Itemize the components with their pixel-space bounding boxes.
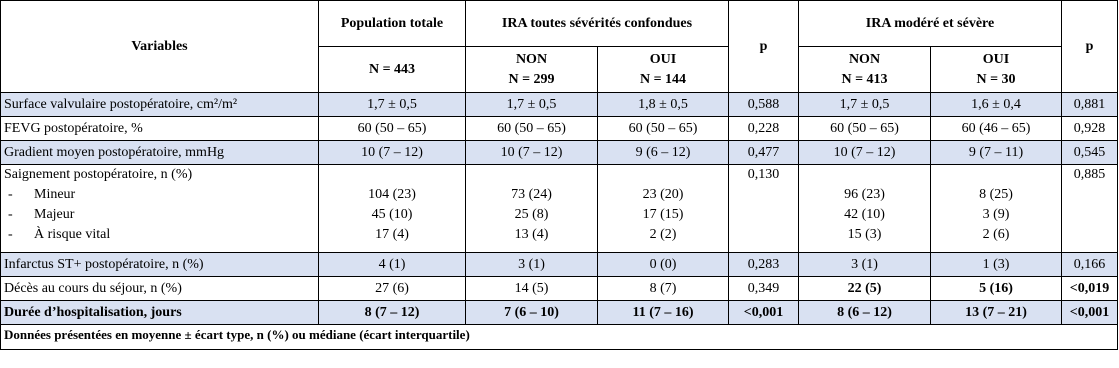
cell-total: 1,7 ± 0,5 [319, 93, 466, 117]
cell-all-oui: 0 (0) [598, 253, 729, 277]
saignement-all-oui: 23 (20) 17 (15) 2 (2) [598, 165, 729, 253]
header-ira-mod-non-label: NON [848, 51, 881, 67]
cell-p2: <0,001 [1062, 301, 1118, 325]
saignement-all-non: 73 (24) 25 (8) 13 (4) [466, 165, 598, 253]
cell-mod-oui: 1,6 ± 0,4 [931, 93, 1062, 117]
row-label: Gradient moyen postopératoire, mmHg [1, 141, 319, 165]
cell-all-non: 7 (6 – 10) [466, 301, 598, 325]
table-row [1, 253, 1118, 277]
cell-mod-non: 60 (50 – 65) [799, 117, 931, 141]
cell-total: 10 (7 – 12) [319, 141, 466, 165]
row-label: Durée d’hospitalisation, jours [1, 301, 319, 325]
table-footnote: Données présentées en moyenne ± écart type, n (%) ou médiane (écart interquartile) [1, 325, 1118, 350]
cell-p2: 0,928 [1062, 117, 1118, 141]
cell-all-non: 14 (5) [466, 277, 598, 301]
saignement-mod-non: 96 (23) 42 (10) 15 (3) [799, 165, 931, 253]
table-row-saignement [1, 165, 1118, 253]
cell-mod-non: 10 (7 – 12) [799, 141, 931, 165]
cell-mod-oui: 13 (7 – 21) [931, 301, 1062, 325]
header-ira-all-oui [598, 47, 729, 93]
header-p1: p [729, 1, 799, 93]
row-label: Infarctus ST+ postopératoire, n (%) [1, 253, 319, 277]
header-ira-mod-oui-n: N = 30 [976, 71, 1016, 87]
cell-all-oui: 60 (50 – 65) [598, 117, 729, 141]
header-p2: p [1062, 1, 1118, 93]
header-ira-mod-non-n: N = 413 [841, 71, 888, 87]
saignement-mod-oui: 8 (25) 3 (9) 2 (6) [931, 165, 1062, 253]
saignement-sub-item: - Majeur [8, 207, 75, 222]
cell-all-non: 10 (7 – 12) [466, 141, 598, 165]
cell-total: 27 (6) [319, 277, 466, 301]
header-population-totale: Population totale [319, 1, 466, 47]
cell-p1: 0,228 [729, 117, 799, 141]
cell-mod-oui: 60 (46 – 65) [931, 117, 1062, 141]
cell-all-non: 1,7 ± 0,5 [466, 93, 598, 117]
cell-mod-oui: 9 (7 – 11) [931, 141, 1062, 165]
header-variables: Variables [1, 1, 319, 93]
cell-total: 8 (7 – 12) [319, 301, 466, 325]
header-ira-mod-oui-label: OUI [982, 51, 1010, 67]
header-ira-mod-oui [931, 47, 1062, 93]
cell-all-oui: 11 (7 – 16) [598, 301, 729, 325]
header-ira-all: IRA toutes sévérités confondues [466, 1, 729, 47]
header-ira-mod-non [799, 47, 931, 93]
header-ira-all-non [466, 47, 598, 93]
header-ira-mod: IRA modéré et sévère [799, 1, 1062, 47]
cell-p2: 0,545 [1062, 141, 1118, 165]
cell-mod-non: 3 (1) [799, 253, 931, 277]
saignement-total: 104 (23) 45 (10) 17 (4) [319, 165, 466, 253]
cell-p2: 0,881 [1062, 93, 1118, 117]
cell-p1: 0,349 [729, 277, 799, 301]
row-label: FEVG postopératoire, % [1, 117, 319, 141]
table-row [1, 141, 1118, 165]
table-row [1, 301, 1118, 325]
cell-all-oui: 8 (7) [598, 277, 729, 301]
cell-mod-non: 22 (5) [799, 277, 931, 301]
table-row [1, 277, 1118, 301]
cell-mod-oui: 5 (16) [931, 277, 1062, 301]
saignement-p2: 0,885 [1062, 165, 1118, 253]
cell-all-oui: 1,8 ± 0,5 [598, 93, 729, 117]
header-ira-all-non-label: NON [515, 51, 548, 67]
header-ira-all-oui-label: OUI [649, 51, 677, 67]
saignement-p1: 0,130 [729, 165, 799, 253]
table-row [1, 93, 1118, 117]
saignement-sub-item: - À risque vital [8, 227, 111, 242]
header-n-total: N = 443 [319, 47, 466, 93]
header-ira-all-non-n: N = 299 [508, 71, 555, 87]
cell-p1: 0,477 [729, 141, 799, 165]
table-footer-row [1, 325, 1118, 350]
cell-mod-non: 8 (6 – 12) [799, 301, 931, 325]
cell-mod-non: 1,7 ± 0,5 [799, 93, 931, 117]
row-label: Surface valvulaire postopératoire, cm²/m² [1, 93, 319, 117]
cell-total: 4 (1) [319, 253, 466, 277]
cell-p2: <0,019 [1062, 277, 1118, 301]
cell-p2: 0,166 [1062, 253, 1118, 277]
saignement-label-cell [1, 165, 319, 253]
cell-total: 60 (50 – 65) [319, 117, 466, 141]
cell-all-non: 60 (50 – 65) [466, 117, 598, 141]
saignement-label: Saignement postopératoire, n (%) [4, 167, 193, 182]
row-label: Décès au cours du séjour, n (%) [1, 277, 319, 301]
cell-p1: 0,588 [729, 93, 799, 117]
cell-p1: <0,001 [729, 301, 799, 325]
cell-all-oui: 9 (6 – 12) [598, 141, 729, 165]
cell-mod-oui: 1 (3) [931, 253, 1062, 277]
cell-all-non: 3 (1) [466, 253, 598, 277]
cell-p1: 0,283 [729, 253, 799, 277]
saignement-sub-item: - Mineur [8, 187, 76, 202]
table-row [1, 117, 1118, 141]
header-ira-all-oui-n: N = 144 [639, 71, 687, 87]
